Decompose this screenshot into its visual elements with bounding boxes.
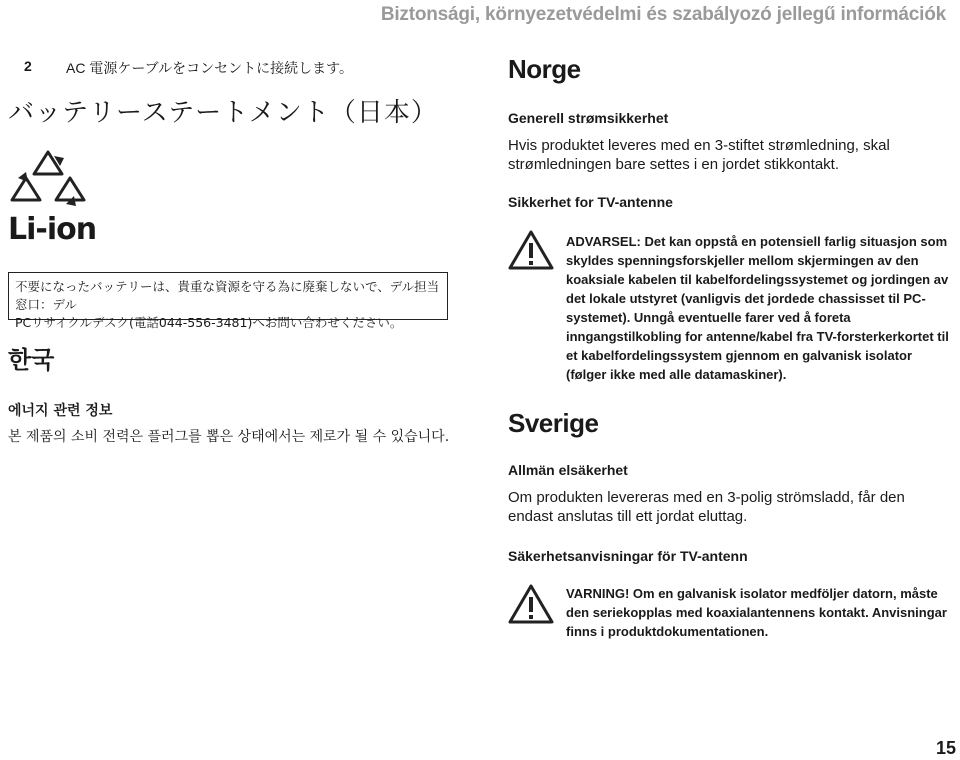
sverige-power-safety-heading: Allmän elsäkerhet — [508, 462, 628, 478]
sverige-warning-text: VARNING! Om en galvanisk isolator medföljer datorn, måste den seriekopplas med koaxialantennens kontakt. Anvisningar finns i produktdokumentationen. — [566, 586, 947, 639]
norge-heading: Norge — [508, 54, 581, 84]
notice-line-1: 不要になったバッテリーは、貴重な資源を守る為に廃棄しないで、デル担当窓口：デル — [15, 279, 440, 312]
battery-disposal-notice — [8, 272, 448, 330]
sverige-heading: Sverige — [508, 408, 599, 438]
warning-icon — [508, 584, 554, 624]
recycle-icon — [8, 148, 88, 208]
page-number: 15 — [935, 738, 956, 758]
notice-line-2: PCリサイクルデスク(電話044-556-3481)へお問い合わせください。 — [15, 315, 403, 330]
korea-heading: 한국 — [8, 346, 55, 374]
norge-power-safety-heading: Generell strømsikkerhet — [508, 110, 669, 126]
step-number: 2 — [24, 58, 32, 74]
step-text: AC 電源ケーブルをコンセントに接続します。 — [66, 60, 353, 76]
norge-power-safety-text: Hvis produktet leveres med en 3-stiftet strømledning, skal strømledningen bare settes i en jordet stikkontakt. — [508, 137, 890, 173]
running-header: Biztonsági, környezetvédelmi és szabályozó jellegű információk — [380, 4, 946, 25]
battery-statement-heading: バッテリーステートメント（日本） — [8, 98, 438, 128]
energy-info-text: 본 제품의 소비 전력은 플러그를 뽑은 상태에서는 제로가 될 수 있습니다. — [8, 429, 450, 445]
energy-info-heading: 에너지 관련 정보 — [8, 403, 113, 419]
li-ion-label: Li-ion — [8, 212, 97, 247]
sverige-tv-antenna-heading: Säkerhetsanvisningar för TV-antenn — [508, 548, 748, 564]
norge-warning-text: ADVARSEL: Det kan oppstå en potensiell farlig situasjon som skyldes spenningsforskjeller mellom skjermingen av den koaksiale kabelen til kabelfordelingssystemet og jordingen av det lokale utstyret (vanligvis det jordede chassisset til PC-systemet). Unngå eventuelle farer ved å foreta inngangstilkobling for antenne/kabel fra TV-forsterkerkortet til et kabelfordelingssystem gjennom en galvanisk isolator (følger ikke med alle datamaskiner). — [566, 234, 949, 382]
warning-icon — [508, 230, 554, 270]
norge-tv-antenna-heading: Sikkerhet for TV-antenne — [508, 194, 673, 210]
sverige-power-safety-text: Om produkten levereras med en 3-polig strömsladd, får den endast anslutas till ett jordat eluttag. — [508, 489, 905, 525]
